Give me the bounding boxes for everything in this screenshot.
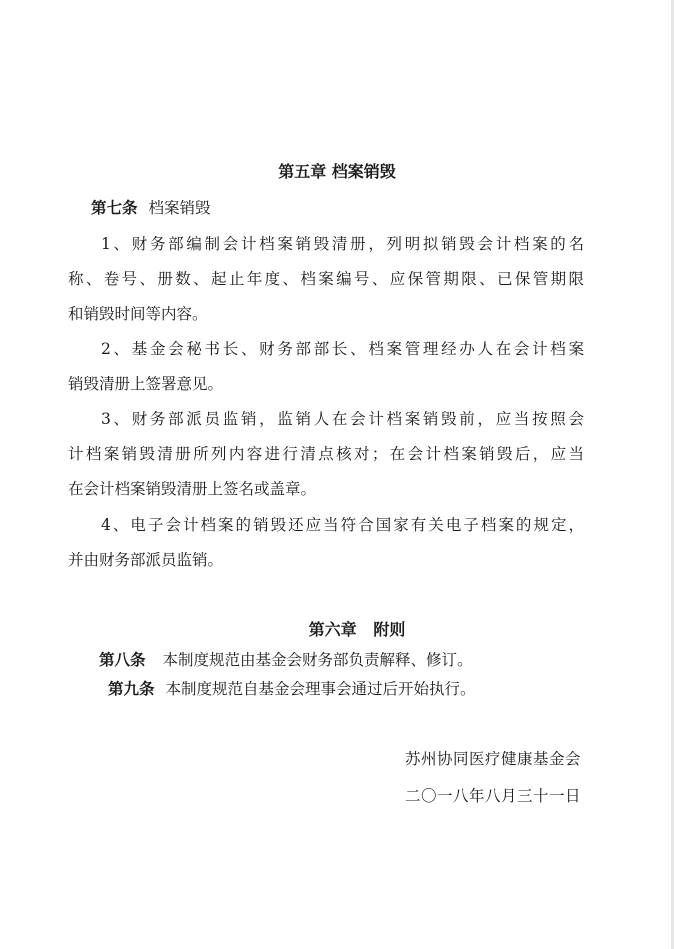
article-7-p3-line-2: 计档案销毁清册所列内容进行清点核对；在会计档案销毁后，应当 bbox=[68, 445, 584, 463]
article-7-p4-line-1: 4、电子会计档案的销毁还应当符合国家有关电子档案的规定， bbox=[101, 516, 584, 534]
article-7-p2-line-2: 销毁清册上签署意见。 bbox=[68, 375, 224, 393]
signature-date: 二〇一八年八月三十一日 bbox=[404, 787, 581, 805]
chapter-5-title: 第五章 档案销毁 bbox=[278, 162, 396, 181]
article-7-label: 第七条 bbox=[91, 199, 138, 217]
chapter-6-title: 第六章 附则 bbox=[308, 620, 406, 639]
article-7-p3-line-1: 3、财务部派员监销，监销人在会计档案销毁前，应当按照会 bbox=[101, 410, 584, 428]
article-7-heading bbox=[91, 198, 607, 218]
article-9-text: 本制度规范自基金会理事会通过后开始执行。 bbox=[165, 680, 476, 698]
article-8 bbox=[99, 650, 579, 670]
article-7-p1-line-1: 1、财务部编制会计档案销毁清册，列明拟销毁会计档案的名 bbox=[101, 235, 584, 253]
article-7-p2-line-1: 2、基金会秘书长、财务部部长、档案管理经办人在会计档案 bbox=[101, 340, 584, 358]
article-8-text: 本制度规范由基金会财务部负责解释、修订。 bbox=[162, 651, 473, 669]
article-7-title: 档案销毁 bbox=[148, 199, 211, 217]
article-7-p1-line-3: 和销毁时间等内容。 bbox=[68, 305, 208, 323]
article-9-label: 第九条 bbox=[108, 680, 155, 698]
article-8-label: 第八条 bbox=[99, 651, 146, 669]
article-7-p3-line-3: 在会计档案销毁清册上签名或盖章。 bbox=[68, 480, 317, 498]
article-9 bbox=[108, 679, 578, 699]
article-7-p4-line-2: 并由财务部派员监销。 bbox=[68, 551, 224, 569]
signature-org: 苏州协同医疗健康基金会 bbox=[404, 750, 581, 768]
article-7-p1-line-2: 称、卷号、册数、起止年度、档案编号、应保管期限、已保管期限 bbox=[68, 270, 584, 288]
